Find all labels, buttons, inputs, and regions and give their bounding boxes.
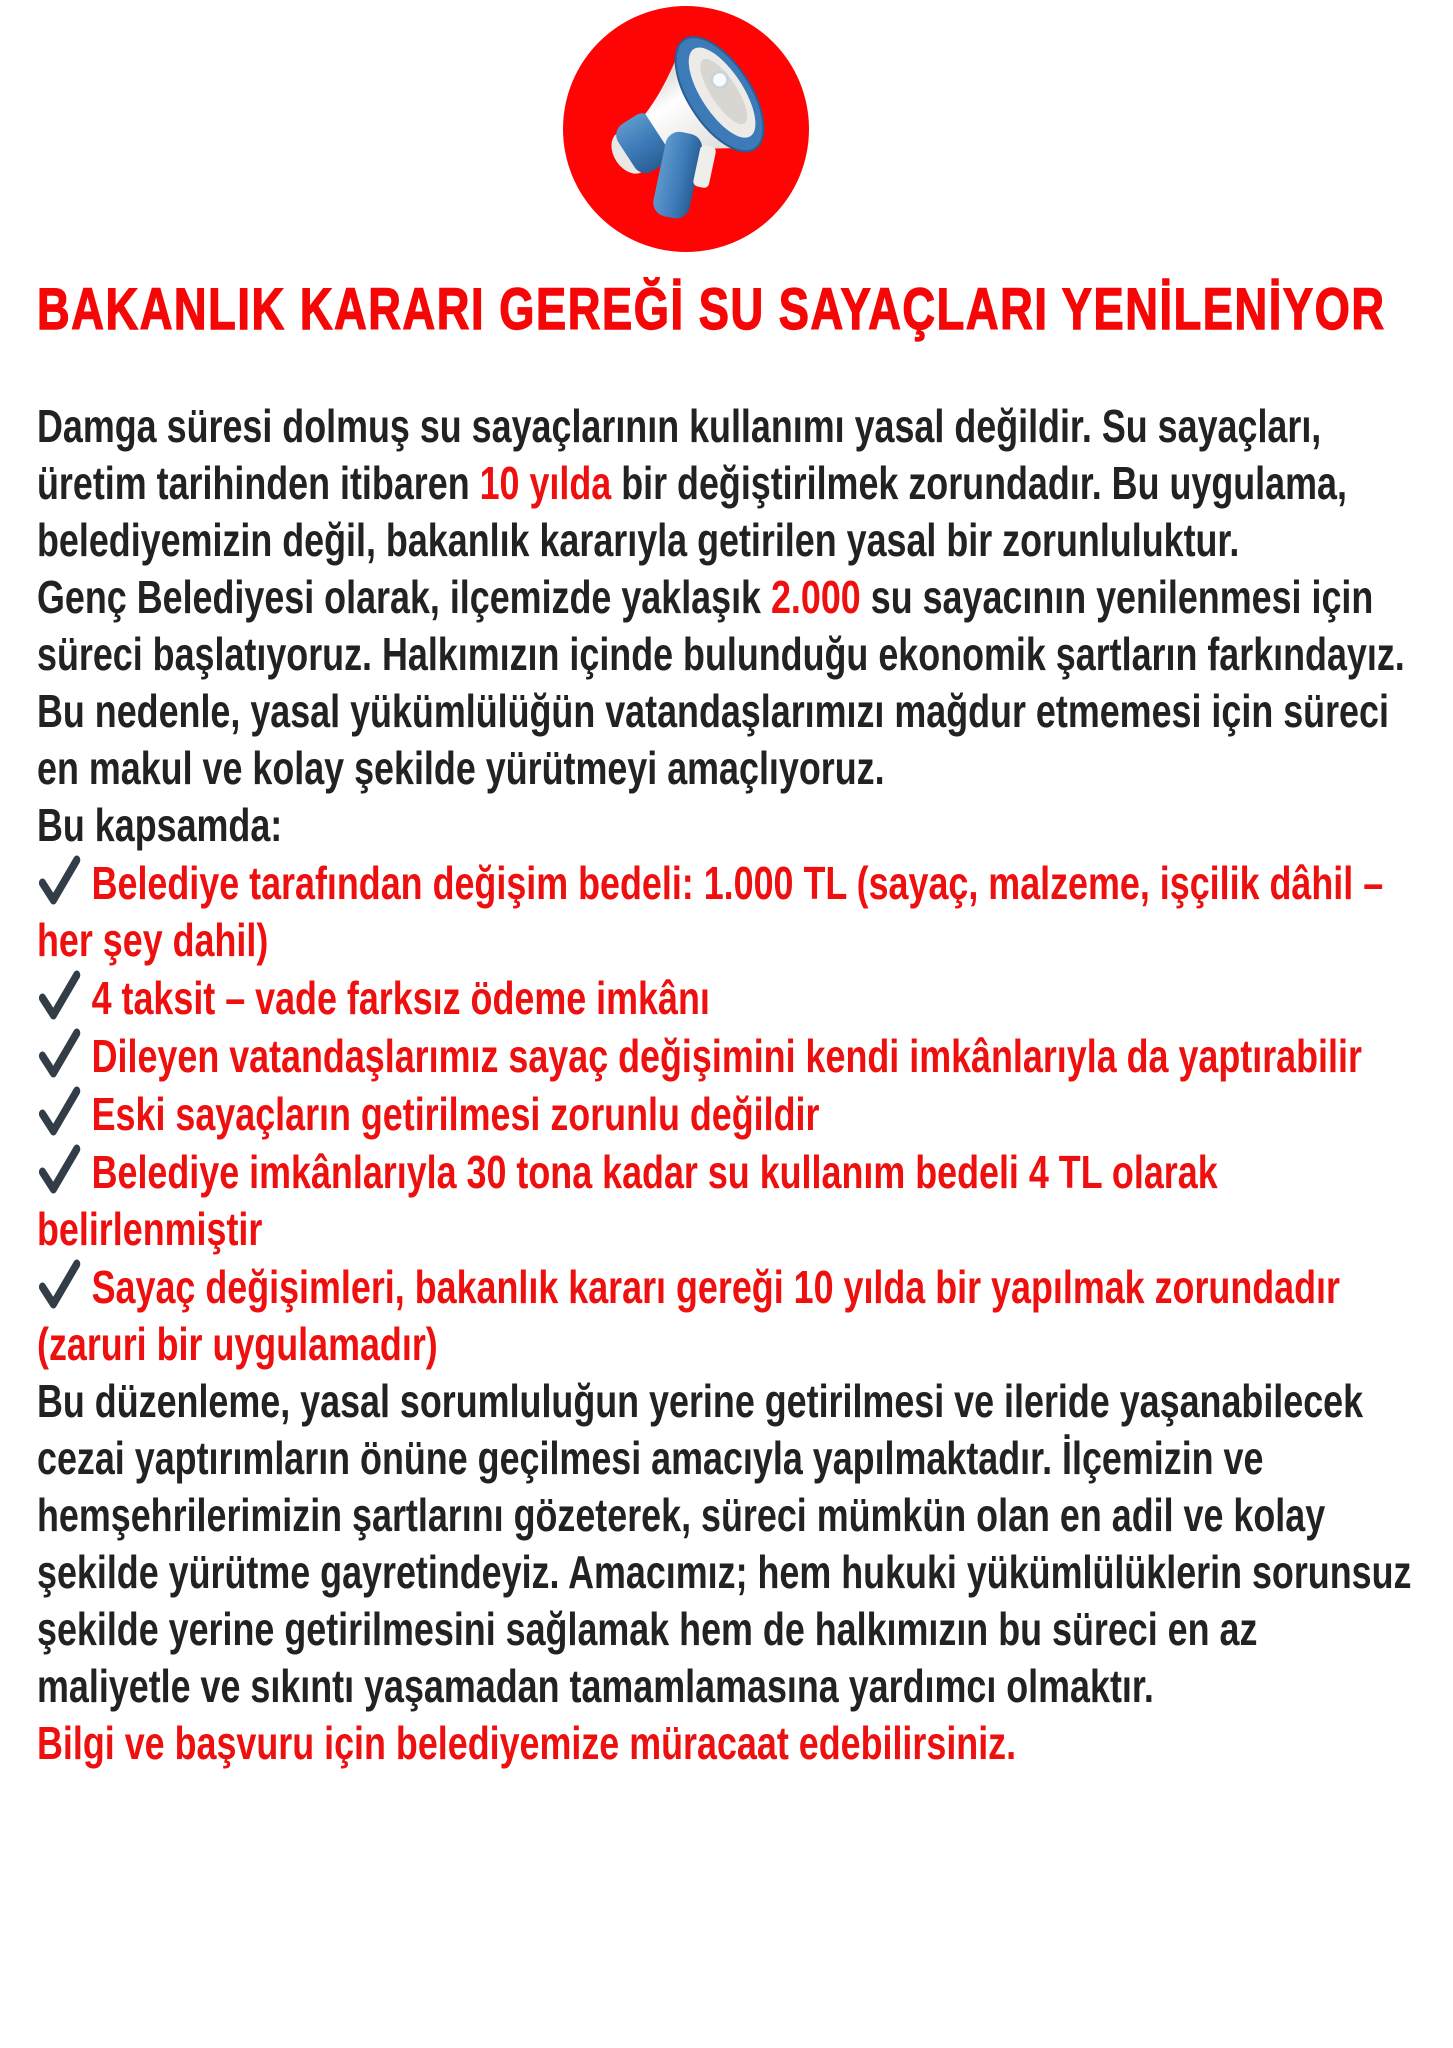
checklist-item — [37, 969, 1414, 1027]
checkmark-icon — [37, 1027, 82, 1079]
announcement-badge — [563, 6, 809, 252]
body-text — [37, 398, 1414, 1772]
checklist-item — [37, 1085, 1414, 1143]
checklist-item — [37, 1258, 1414, 1373]
checklist-item — [37, 854, 1414, 969]
checklist-item — [37, 1027, 1414, 1085]
text-run: Bu kapsamda: — [37, 799, 283, 851]
checkmark-icon — [37, 1258, 82, 1310]
highlighted-text-run: Belediye tarafından değişim bedeli: 1.000 TL (sayaç, malzeme, işçilik dâhil – her şey dahil) — [37, 857, 1384, 966]
header-icon-row — [0, 0, 1453, 252]
checklist-item — [37, 1143, 1414, 1258]
checkmark-icon — [37, 854, 82, 906]
text-run: bir değiştirilmek zorundadır. Bu uygulama, belediyemizin değil, bakanlık kararıyla getirilen yasal bir zorunluluktur. — [37, 457, 1347, 566]
paragraph — [37, 1373, 1414, 1715]
highlighted-text-run: Eski sayaçların getirilmesi zorunlu değildir — [91, 1088, 820, 1140]
megaphone-icon — [563, 6, 809, 252]
text-run: Damga süresi dolmuş su sayaçlarının kullanımı yasal değildir. Su sayaçları, üretim tarihinden itibaren — [37, 400, 1322, 509]
checkmark-icon — [37, 1143, 82, 1195]
paragraph — [37, 398, 1414, 569]
paragraph — [37, 797, 1414, 854]
highlighted-text-run: 10 yılda — [479, 457, 612, 509]
highlighted-text-run: Sayaç değişimleri, bakanlık kararı gereği 10 yılda bir yapılmak zorundadır (zaruri bir uygulamadır) — [37, 1261, 1340, 1370]
text-run: Bu düzenleme, yasal sorumluluğun yerine getirilmesi ve ileride yaşanabilecek cezai yaptırımların önüne geçilmesi amacıyla yapılmaktadır. İlçemizin ve hemşehrilerimizin şartlarını gözeterek, süreci mümkün olan en adil ve kolay şekilde yürütme gayretindeyiz. Amacımız; hem hukuki yükümlülüklerin sorunsuz şekilde yerine getirilmesini sağlamak hem de halkımızın bu süreci en az maliyetle ve sıkıntı yaşamadan tamamlamasına yardımcı olmaktır. — [37, 1375, 1412, 1712]
highlighted-text-run: 4 taksit – vade farksız ödeme imkânı — [91, 972, 710, 1024]
highlighted-text-run: 2.000 — [770, 571, 861, 623]
checkmark-icon — [37, 1085, 82, 1137]
highlighted-text-run: Dileyen vatandaşlarımız sayaç değişimini kendi imkânlarıyla da yaptırabilir — [91, 1030, 1362, 1082]
page-title: BAKANLIK KARARI GEREĞİ SU SAYAÇLARI YENİLENİYOR — [37, 277, 1386, 342]
highlighted-text-run: Bilgi ve başvuru için belediyemize müracaat edebilirsiniz. — [37, 1717, 1017, 1769]
text-run: su sayacının yenilenmesi için süreci başlatıyoruz. Halkımızın içinde bulunduğu ekonomik şartların farkındayız. Bu nedenle, yasal yükümlülüğün vatandaşlarımızı mağdur etmemesi için süreci en makul ve kolay şekilde yürütmeyi amaçlıyoruz. — [37, 571, 1405, 794]
checkmark-icon — [37, 969, 82, 1021]
highlighted-text-run: Belediye imkânlarıyla 30 tona kadar su kullanım bedeli 4 TL olarak belirlenmiştir — [37, 1146, 1218, 1255]
paragraph — [37, 1715, 1414, 1772]
paragraph — [37, 569, 1414, 797]
text-run: Genç Belediyesi olarak, ilçemizde yaklaşık — [37, 571, 771, 623]
content-column — [37, 277, 1414, 1772]
